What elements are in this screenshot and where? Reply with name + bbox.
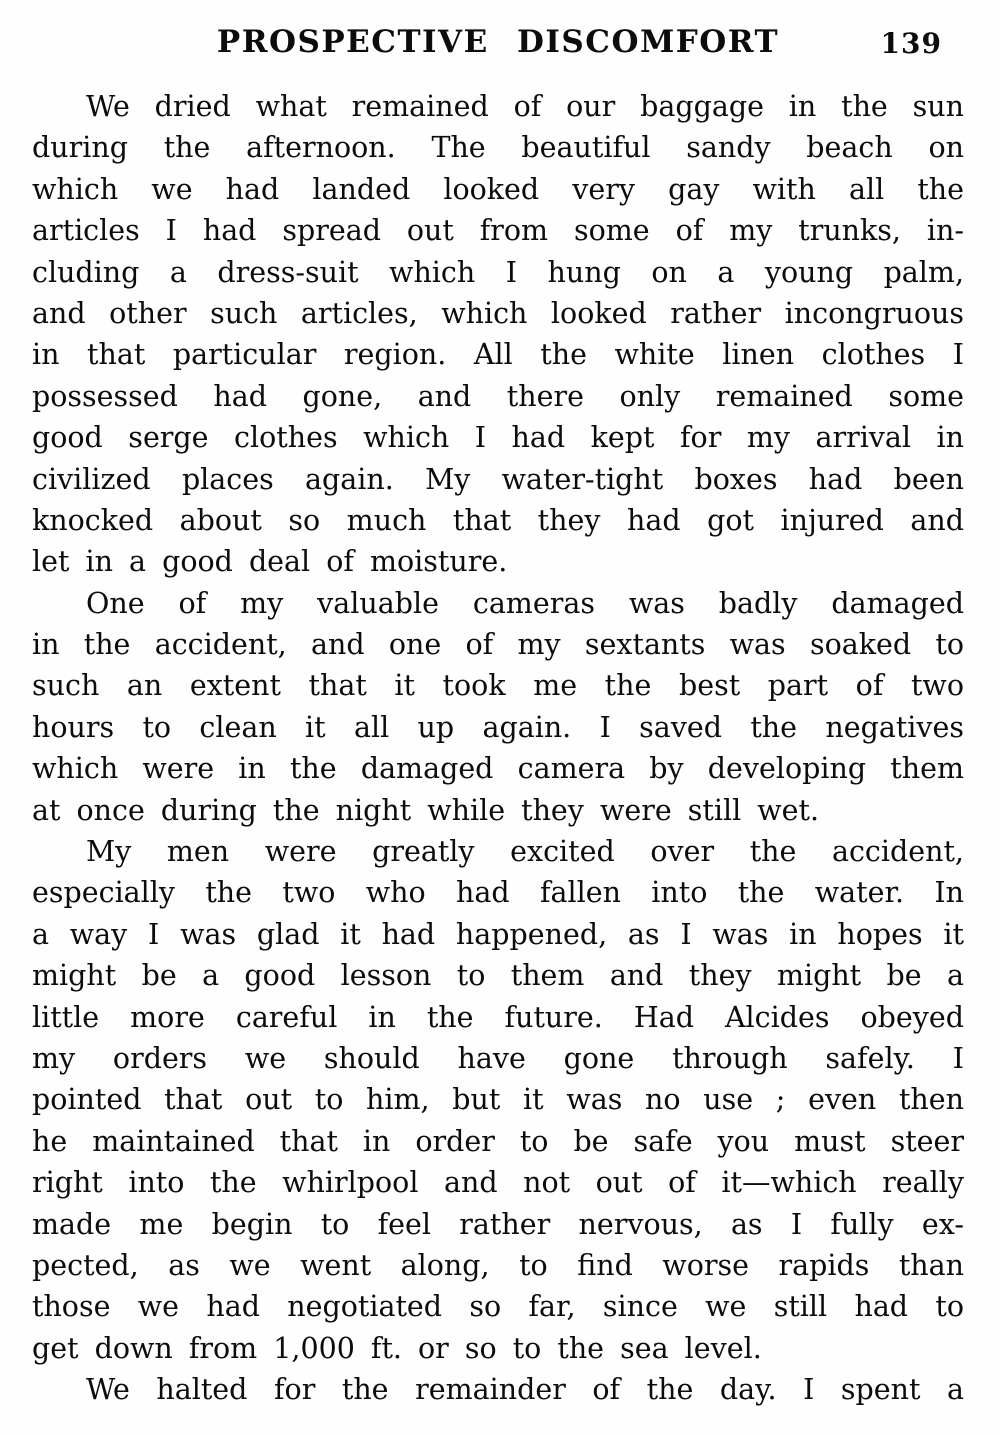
text-line: articles I had spread out from some of my trunks, in-	[32, 214, 964, 248]
text-line: my orders we should have gone through safely. I	[32, 1041, 964, 1075]
text-line: My men were greatly excited over the accident,	[86, 835, 964, 869]
text-line: cluding a dress-suit which I hung on a young palm,	[32, 255, 964, 289]
text-line: get down from 1,000 ft. or so to the sea level.	[32, 1331, 762, 1365]
text-line: in that particular region. All the white linen clothes I	[32, 338, 964, 372]
text-line: hours to clean it all up again. I saved the negatives	[32, 710, 964, 744]
text-line: civilized places again. My water-tight boxes had been	[32, 462, 964, 496]
text-line: at once during the night while they were still wet.	[32, 793, 820, 827]
text-line: a way I was glad it had happened, as I was in hopes it	[32, 917, 964, 951]
text-line: which we had landed looked very gay with all the	[32, 172, 964, 206]
page-header	[32, 24, 964, 66]
paragraph-2	[32, 583, 964, 831]
text-line: possessed had gone, and there only remained some	[32, 379, 964, 413]
text-line: especially the two who had fallen into the water. In	[32, 876, 964, 910]
page-number: 139	[880, 27, 942, 60]
text-line: those we had negotiated so far, since we still had to	[32, 1290, 964, 1324]
page-body-text	[32, 86, 964, 1411]
text-line: knocked about so much that they had got injured and	[32, 503, 964, 537]
text-line: which were in the damaged camera by developing them	[32, 752, 964, 786]
text-line: he maintained that in order to be safe you must steer	[32, 1124, 964, 1158]
text-line: We halted for the remainder of the day. I spent a	[86, 1373, 964, 1407]
text-line: might be a good lesson to them and they might be a	[32, 959, 964, 993]
text-line: right into the whirlpool and not out of it—which really	[32, 1166, 964, 1200]
text-line: good serge clothes which I had kept for my arrival in	[32, 421, 964, 455]
text-line: and other such articles, which looked rather incongruous	[32, 296, 964, 330]
paragraph-4	[32, 1369, 964, 1410]
text-line: made me begin to feel rather nervous, as I fully ex-	[32, 1207, 964, 1241]
text-line: pected, as we went along, to find worse rapids than	[32, 1248, 964, 1282]
paragraph-1	[32, 86, 964, 583]
text-line: little more careful in the future. Had Alcides obeyed	[32, 1000, 964, 1034]
text-line: such an extent that it took me the best part of two	[32, 669, 964, 703]
text-line: We dried what remained of our baggage in the sun	[86, 90, 964, 123]
text-line: let in a good deal of moisture.	[32, 545, 508, 579]
text-line: pointed that out to him, but it was no use ; even then	[32, 1083, 964, 1117]
text-line: in the accident, and one of my sextants was soaked to	[32, 628, 964, 662]
running-head-title: PROSPECTIVE DISCOMFORT	[216, 24, 780, 60]
paragraph-3	[32, 831, 964, 1369]
text-line: during the afternoon. The beautiful sandy beach on	[32, 131, 964, 165]
text-line: One of my valuable cameras was badly damaged	[86, 586, 964, 620]
